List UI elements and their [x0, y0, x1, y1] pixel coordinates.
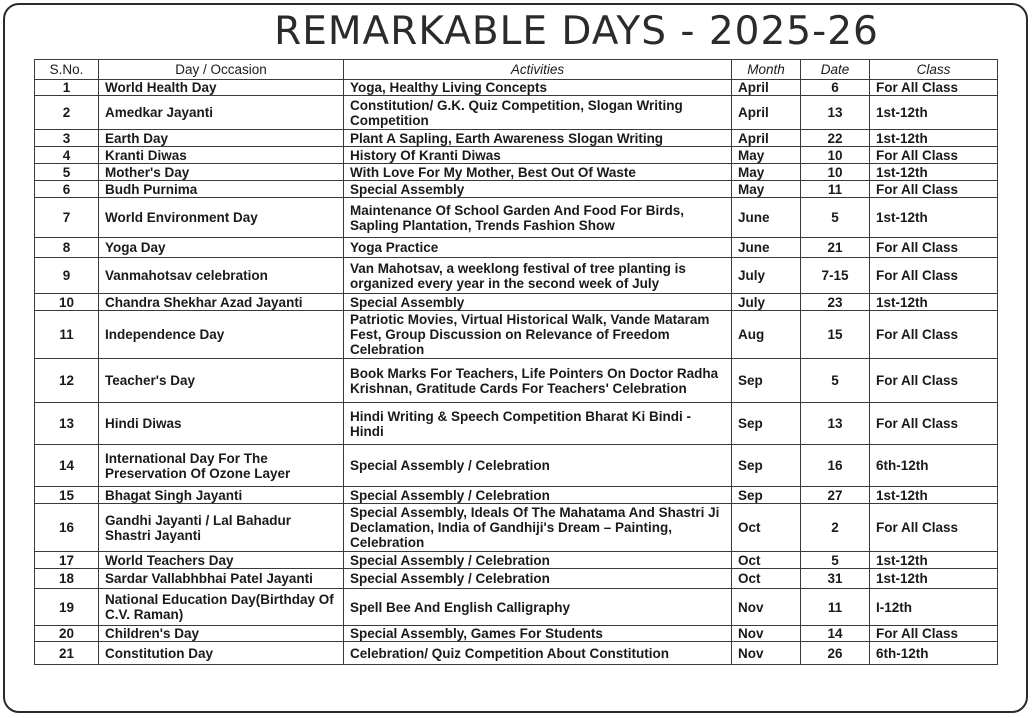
- cell-activities: Yoga, Healthy Living Concepts: [344, 80, 732, 96]
- cell-date: 21: [801, 238, 870, 258]
- cell-day: National Education Day(Birthday Of C.V. Raman): [99, 589, 344, 626]
- cell-activities: Yoga Practice: [344, 238, 732, 258]
- cell-date: 5: [801, 552, 870, 569]
- cell-day: Independence Day: [99, 311, 344, 359]
- table-header-row: [35, 60, 998, 80]
- table-row: [35, 569, 998, 589]
- remarkable-days-table: [34, 59, 998, 665]
- header-sno: S.No.: [35, 60, 99, 80]
- table-row: [35, 504, 998, 552]
- table-row: [35, 147, 998, 164]
- cell-class: For All Class: [870, 359, 998, 403]
- cell-date: 5: [801, 359, 870, 403]
- cell-class: For All Class: [870, 403, 998, 445]
- cell-class: For All Class: [870, 311, 998, 359]
- cell-class: For All Class: [870, 181, 998, 198]
- cell-day: World Health Day: [99, 80, 344, 96]
- cell-month: Sep: [732, 403, 801, 445]
- cell-month: Nov: [732, 589, 801, 626]
- cell-date: 11: [801, 589, 870, 626]
- cell-month: July: [732, 258, 801, 294]
- cell-sno: 5: [35, 164, 99, 181]
- cell-class: For All Class: [870, 504, 998, 552]
- cell-month: Sep: [732, 359, 801, 403]
- cell-class: 6th-12th: [870, 445, 998, 487]
- cell-sno: 12: [35, 359, 99, 403]
- cell-sno: 11: [35, 311, 99, 359]
- cell-day: Amedkar Jayanti: [99, 96, 344, 130]
- table-row: [35, 238, 998, 258]
- page-title: REMARKABLE DAYS - 2025-26: [274, 9, 879, 54]
- cell-class: 1st-12th: [870, 198, 998, 238]
- cell-activities: Special Assembly, Ideals Of The Mahatama And Shastri Ji Declamation, India of Gandhiji's Dream – Painting, Celebration: [344, 504, 732, 552]
- cell-class: 1st-12th: [870, 294, 998, 311]
- cell-sno: 13: [35, 403, 99, 445]
- cell-class: For All Class: [870, 258, 998, 294]
- cell-sno: 16: [35, 504, 99, 552]
- cell-class: I-12th: [870, 589, 998, 626]
- cell-month: Aug: [732, 311, 801, 359]
- table-row: [35, 258, 998, 294]
- header-class: Class: [870, 60, 998, 80]
- cell-day: Vanmahotsav celebration: [99, 258, 344, 294]
- cell-sno: 14: [35, 445, 99, 487]
- cell-date: 22: [801, 130, 870, 147]
- cell-sno: 19: [35, 589, 99, 626]
- cell-activities: Constitution/ G.K. Quiz Competition, Slogan Writing Competition: [344, 96, 732, 130]
- cell-activities: Book Marks For Teachers, Life Pointers On Doctor Radha Krishnan, Gratitude Cards For Teachers' Celebration: [344, 359, 732, 403]
- cell-month: June: [732, 238, 801, 258]
- cell-month: July: [732, 294, 801, 311]
- table-row: [35, 642, 998, 665]
- cell-activities: Special Assembly / Celebration: [344, 445, 732, 487]
- cell-month: April: [732, 130, 801, 147]
- table-row: [35, 589, 998, 626]
- cell-date: 31: [801, 569, 870, 589]
- cell-month: Oct: [732, 552, 801, 569]
- table-row: [35, 487, 998, 504]
- cell-month: April: [732, 80, 801, 96]
- header-month: Month: [732, 60, 801, 80]
- cell-day: International Day For The Preservation Of Ozone Layer: [99, 445, 344, 487]
- cell-day: Constitution Day: [99, 642, 344, 665]
- table-row: [35, 198, 998, 238]
- cell-date: 11: [801, 181, 870, 198]
- table-row: [35, 626, 998, 642]
- cell-sno: 4: [35, 147, 99, 164]
- cell-class: 1st-12th: [870, 96, 998, 130]
- cell-class: 1st-12th: [870, 569, 998, 589]
- cell-date: 13: [801, 403, 870, 445]
- cell-month: Sep: [732, 445, 801, 487]
- cell-day: Children's Day: [99, 626, 344, 642]
- header-date: Date: [801, 60, 870, 80]
- cell-day: Budh Purnima: [99, 181, 344, 198]
- cell-sno: 9: [35, 258, 99, 294]
- cell-date: 23: [801, 294, 870, 311]
- cell-activities: Special Assembly / Celebration: [344, 487, 732, 504]
- cell-class: 1st-12th: [870, 487, 998, 504]
- cell-month: Oct: [732, 569, 801, 589]
- cell-date: 13: [801, 96, 870, 130]
- cell-date: 6: [801, 80, 870, 96]
- table-row: [35, 130, 998, 147]
- cell-sno: 1: [35, 80, 99, 96]
- cell-sno: 17: [35, 552, 99, 569]
- cell-activities: Van Mahotsav, a weeklong festival of tree planting is organized every year in the second week of July: [344, 258, 732, 294]
- cell-class: For All Class: [870, 238, 998, 258]
- table-row: [35, 403, 998, 445]
- table-row: [35, 164, 998, 181]
- cell-sno: 2: [35, 96, 99, 130]
- cell-class: 1st-12th: [870, 552, 998, 569]
- cell-day: Gandhi Jayanti / Lal Bahadur Shastri Jayanti: [99, 504, 344, 552]
- cell-day: World Teachers Day: [99, 552, 344, 569]
- table-row: [35, 80, 998, 96]
- table-row: [35, 311, 998, 359]
- cell-day: Kranti Diwas: [99, 147, 344, 164]
- cell-class: For All Class: [870, 626, 998, 642]
- cell-class: For All Class: [870, 147, 998, 164]
- cell-date: 10: [801, 147, 870, 164]
- table-row: [35, 552, 998, 569]
- cell-activities: With Love For My Mother, Best Out Of Waste: [344, 164, 732, 181]
- table-row: [35, 96, 998, 130]
- cell-class: 1st-12th: [870, 130, 998, 147]
- cell-activities: Plant A Sapling, Earth Awareness Slogan Writing: [344, 130, 732, 147]
- cell-day: Bhagat Singh Jayanti: [99, 487, 344, 504]
- table-row: [35, 294, 998, 311]
- cell-activities: History Of Kranti Diwas: [344, 147, 732, 164]
- cell-sno: 8: [35, 238, 99, 258]
- cell-sno: 7: [35, 198, 99, 238]
- cell-day: Sardar Vallabhbhai Patel Jayanti: [99, 569, 344, 589]
- cell-month: Oct: [732, 504, 801, 552]
- cell-month: May: [732, 181, 801, 198]
- cell-day: Earth Day: [99, 130, 344, 147]
- cell-month: May: [732, 147, 801, 164]
- cell-month: May: [732, 164, 801, 181]
- cell-activities: Patriotic Movies, Virtual Historical Walk, Vande Mataram Fest, Group Discussion on Relevance of Freedom Celebration: [344, 311, 732, 359]
- cell-class: 6th-12th: [870, 642, 998, 665]
- table-row: [35, 181, 998, 198]
- cell-class: For All Class: [870, 80, 998, 96]
- table-row: [35, 359, 998, 403]
- cell-activities: Maintenance Of School Garden And Food For Birds, Sapling Plantation, Trends Fashion Show: [344, 198, 732, 238]
- cell-sno: 15: [35, 487, 99, 504]
- cell-date: 16: [801, 445, 870, 487]
- cell-day: Teacher's Day: [99, 359, 344, 403]
- cell-activities: Special Assembly / Celebration: [344, 569, 732, 589]
- cell-date: 2: [801, 504, 870, 552]
- table-row: [35, 445, 998, 487]
- cell-sno: 18: [35, 569, 99, 589]
- cell-month: Nov: [732, 626, 801, 642]
- cell-month: Nov: [732, 642, 801, 665]
- cell-sno: 6: [35, 181, 99, 198]
- cell-day: Yoga Day: [99, 238, 344, 258]
- cell-activities: Spell Bee And English Calligraphy: [344, 589, 732, 626]
- cell-activities: Special Assembly: [344, 294, 732, 311]
- cell-month: June: [732, 198, 801, 238]
- cell-day: Chandra Shekhar Azad Jayanti: [99, 294, 344, 311]
- cell-date: 14: [801, 626, 870, 642]
- cell-day: Hindi Diwas: [99, 403, 344, 445]
- cell-day: World Environment Day: [99, 198, 344, 238]
- cell-date: 27: [801, 487, 870, 504]
- cell-date: 26: [801, 642, 870, 665]
- cell-day: Mother's Day: [99, 164, 344, 181]
- cell-activities: Celebration/ Quiz Competition About Constitution: [344, 642, 732, 665]
- cell-month: April: [732, 96, 801, 130]
- cell-date: 5: [801, 198, 870, 238]
- header-day: Day / Occasion: [99, 60, 344, 80]
- cell-sno: 20: [35, 626, 99, 642]
- cell-sno: 21: [35, 642, 99, 665]
- cell-activities: Special Assembly / Celebration: [344, 552, 732, 569]
- cell-activities: Special Assembly, Games For Students: [344, 626, 732, 642]
- cell-activities: Hindi Writing & Speech Competition Bharat Ki Bindi - Hindi: [344, 403, 732, 445]
- header-activities: Activities: [344, 60, 732, 80]
- cell-date: 7-15: [801, 258, 870, 294]
- cell-sno: 10: [35, 294, 99, 311]
- cell-class: 1st-12th: [870, 164, 998, 181]
- cell-month: Sep: [732, 487, 801, 504]
- cell-date: 15: [801, 311, 870, 359]
- cell-sno: 3: [35, 130, 99, 147]
- cell-activities: Special Assembly: [344, 181, 732, 198]
- cell-date: 10: [801, 164, 870, 181]
